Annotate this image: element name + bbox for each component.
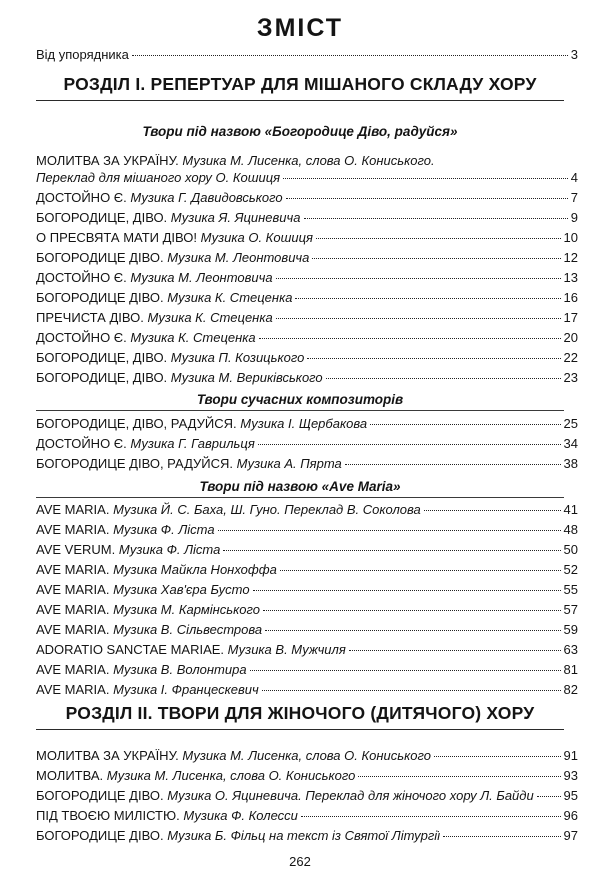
entry-credit: Музика Б. Фільц на текст із Святої Літургії <box>167 828 441 843</box>
toc-entry[interactable] <box>36 808 578 826</box>
entry-name: БОГОРОДИЦЕ ДІВО. <box>36 788 164 803</box>
toc-entry[interactable] <box>36 642 578 660</box>
dot-leader <box>259 338 561 339</box>
page-title: ЗМІСТ <box>256 14 344 42</box>
dot-leader <box>263 610 561 611</box>
entry-page: 17 <box>563 310 578 325</box>
entry-name: ПІД ТВОЄЮ МИЛІСТЮ. <box>36 808 180 823</box>
entry-credit: Музика В. Мужчиля <box>227 642 346 657</box>
entry-page: 13 <box>563 270 578 285</box>
entry-page: 9 <box>570 210 578 225</box>
entry-name: О ПРЕСВЯТА МАТИ ДІВО! <box>36 230 197 245</box>
dot-leader <box>358 776 560 777</box>
toc-entry[interactable] <box>36 350 578 368</box>
entry-name: МОЛИТВА ЗА УКРАЇНУ. <box>36 153 179 168</box>
entry-page: 96 <box>563 808 578 823</box>
entry-name: БОГОРОДИЦЕ ДІВО. <box>36 828 164 843</box>
dot-leader <box>316 238 561 239</box>
entry-name: БОГОРОДИЦЕ, ДІВО. <box>36 210 168 225</box>
dot-leader <box>253 590 561 591</box>
entry-name: ДОСТОЙНО Є. <box>36 330 127 345</box>
entry-name: БОГОРОДИЦЕ ДІВО, РАДУЙСЯ. <box>36 456 234 471</box>
group-2-rule <box>36 410 564 411</box>
entry-credit: Музика В. Сільвестрова <box>113 622 263 637</box>
toc-entry[interactable] <box>36 788 578 806</box>
entry-page: 7 <box>570 190 578 205</box>
toc-entry[interactable] <box>36 502 578 520</box>
entry-name: AVE MARIA. <box>36 662 110 677</box>
entry-credit: Переклад для мішаного хору О. Кошиця <box>36 170 281 185</box>
entry-page: 55 <box>563 582 578 597</box>
entry-page: 20 <box>563 330 578 345</box>
toc-entry[interactable] <box>36 828 578 846</box>
dot-leader <box>537 796 561 797</box>
entry-credit: Музика Й. С. Баха, Ш. Гуно. Переклад В. Соколова <box>113 502 421 517</box>
toc-entry[interactable] <box>36 542 578 560</box>
entry-credit: Музика М. Лисенка, слова О. Кониського. <box>182 153 435 168</box>
toc-entry[interactable] <box>36 250 578 268</box>
entry-credit: Музика Хав'єра Бусто <box>113 582 250 597</box>
toc-entry[interactable] <box>36 270 578 288</box>
toc-entry[interactable] <box>36 582 578 600</box>
entry-credit: Музика Ф. Колесси <box>183 808 298 823</box>
entry-page: 59 <box>563 622 578 637</box>
entry-page: 22 <box>563 350 578 365</box>
toc-entry[interactable] <box>36 682 578 700</box>
entry-credit: Музика Ф. Ліста <box>113 522 215 537</box>
toc-entry[interactable] <box>36 748 578 766</box>
dot-leader <box>258 444 561 445</box>
entry-page: 63 <box>563 642 578 657</box>
dot-leader <box>443 836 560 837</box>
entry-credit: Музика М. Вериківського <box>170 370 323 385</box>
entry-name: ПРЕЧИСТА ДІВО. <box>36 310 144 325</box>
entry-credit: Музика Я. Яциневича <box>170 210 301 225</box>
entry-name: МОЛИТВА ЗА УКРАЇНУ. <box>36 748 179 763</box>
entry-name: БОГОРОДИЦЕ ДІВО. <box>36 290 164 305</box>
entry-credit: Музика І. Францескевич <box>113 682 259 697</box>
entry-page: 38 <box>563 456 578 471</box>
entry-name: AVE MARIA. <box>36 582 110 597</box>
entry-credit: Музика М. Леонтовича <box>130 270 273 285</box>
dot-leader <box>223 550 560 551</box>
entry-page: 48 <box>563 522 578 537</box>
entry-name: МОЛИТВА. <box>36 768 104 783</box>
entry-name: ADORATIO SANCTAE MARIAE. <box>36 642 225 657</box>
dot-leader <box>295 298 560 299</box>
entry-name: БОГОРОДИЦЕ, ДІВО. <box>36 350 168 365</box>
dot-leader <box>326 378 561 379</box>
entry-name: AVE MARIA. <box>36 502 110 517</box>
toc-entry[interactable] <box>36 436 578 454</box>
entry-page: 81 <box>563 662 578 677</box>
toc-entry-multiline-line1[interactable] <box>36 153 435 168</box>
entry-page: 16 <box>563 290 578 305</box>
toc-entry[interactable] <box>36 330 578 348</box>
group-3-rule <box>36 497 564 498</box>
dot-leader <box>424 510 561 511</box>
group-3-title: Твори під назвою «Ave Maria» <box>199 479 401 494</box>
dot-leader <box>265 630 560 631</box>
section-2-rule <box>36 729 564 730</box>
dot-leader <box>307 358 560 359</box>
dot-leader <box>434 756 561 757</box>
group-2-title: Твори сучасних композиторів <box>196 392 404 407</box>
entry-name: ДОСТОЙНО Є. <box>36 270 127 285</box>
entry-name: AVE MARIA. <box>36 622 110 637</box>
page-number: 262 <box>289 854 311 869</box>
dot-leader <box>132 55 568 56</box>
section-1-title: РОЗДІЛ І. РЕПЕРТУАР ДЛЯ МІШАНОГО СКЛАДУ ХОРУ <box>63 74 537 94</box>
entry-page: 25 <box>563 416 578 431</box>
entry-name: ДОСТОЙНО Є. <box>36 436 127 451</box>
entry-credit: Музика Ф. Ліста <box>118 542 221 557</box>
toc-entry[interactable] <box>36 562 578 580</box>
dot-leader <box>262 690 561 691</box>
entry-name: БОГОРОДИЦЕ, ДІВО, РАДУЙСЯ. <box>36 416 237 431</box>
dot-leader <box>286 198 568 199</box>
section-2-title: РОЗДІЛ ІІ. ТВОРИ ДЛЯ ЖІНОЧОГО (ДИТЯЧОГО) ХОРУ <box>65 703 535 723</box>
dot-leader <box>304 218 568 219</box>
entry-credit: Музика А. Пярта <box>236 456 342 471</box>
entry-page: 93 <box>563 768 578 783</box>
entry-page: 91 <box>563 748 578 763</box>
entry-page: 82 <box>563 682 578 697</box>
dot-leader <box>250 670 561 671</box>
group-1-title: Твори під назвою «Богородице Діво, радуйся» <box>142 124 458 139</box>
dot-leader <box>276 278 561 279</box>
entry-name: БОГОРОДИЦЕ ДІВО. <box>36 250 164 265</box>
dot-leader <box>349 650 561 651</box>
entry-credit: Музика О. Яциневича. Переклад для жіночого хору Л. Байди <box>167 788 534 803</box>
toc-entry[interactable] <box>36 370 578 388</box>
entry-page: 3 <box>570 47 578 62</box>
toc-entry[interactable] <box>36 622 578 640</box>
toc-entry[interactable] <box>36 230 578 248</box>
entry-name: AVE MARIA. <box>36 522 110 537</box>
toc-entry-intro[interactable] <box>36 47 578 65</box>
entry-page: 97 <box>563 828 578 843</box>
entry-name: БОГОРОДИЦЕ, ДІВО. <box>36 370 168 385</box>
entry-credit: Музика М. Лисенка, слова О. Кониського <box>182 748 431 763</box>
entry-name: AVE VERUM. <box>36 542 116 557</box>
entry-name: AVE MARIA. <box>36 602 110 617</box>
toc-entry[interactable] <box>36 170 578 188</box>
entry-page: 95 <box>563 788 578 803</box>
entry-credit: Музика І. Щербакова <box>240 416 368 431</box>
dot-leader <box>218 530 561 531</box>
entry-credit: Музика П. Козицького <box>170 350 305 365</box>
entry-credit: Музика К. Стеценка <box>167 290 293 305</box>
entry-credit: Музика В. Волонтира <box>113 662 247 677</box>
entry-name: ДОСТОЙНО Є. <box>36 190 127 205</box>
dot-leader <box>283 178 568 179</box>
toc-entry[interactable] <box>36 456 578 474</box>
entry-title: Від упорядника <box>36 47 129 62</box>
entry-credit: Музика Г. Гаврильця <box>130 436 255 451</box>
toc-entry[interactable] <box>36 602 578 620</box>
entry-page: 52 <box>563 562 578 577</box>
entry-page: 57 <box>563 602 578 617</box>
entry-credit: Музика М. Кармінського <box>113 602 260 617</box>
toc-entry[interactable] <box>36 290 578 308</box>
toc-entry[interactable] <box>36 416 578 434</box>
toc-entry[interactable] <box>36 210 578 228</box>
dot-leader <box>370 424 560 425</box>
entry-page: 34 <box>563 436 578 451</box>
entry-credit: Музика К. Стеценка <box>130 330 256 345</box>
entry-page: 41 <box>563 502 578 517</box>
entry-credit: Музика О. Кошиця <box>200 230 313 245</box>
entry-page: 23 <box>563 370 578 385</box>
section-1-rule <box>36 100 564 101</box>
entry-credit: Музика М. Лисенка, слова О. Кониського <box>106 768 356 783</box>
dot-leader <box>280 570 561 571</box>
toc-entry[interactable] <box>36 662 578 680</box>
entry-credit: Музика М. Леонтовича <box>167 250 310 265</box>
dot-leader <box>301 816 561 817</box>
entry-credit: Музика К. Стеценка <box>147 310 273 325</box>
entry-page: 4 <box>570 170 578 185</box>
dot-leader <box>276 318 561 319</box>
entry-credit: Музика Майкла Нонхоффа <box>113 562 277 577</box>
entry-page: 50 <box>563 542 578 557</box>
entry-page: 10 <box>563 230 578 245</box>
toc-entry[interactable] <box>36 522 578 540</box>
entry-credit: Музика Г. Давидовського <box>130 190 283 205</box>
entry-page: 12 <box>563 250 578 265</box>
toc-entry[interactable] <box>36 310 578 328</box>
toc-entry[interactable] <box>36 190 578 208</box>
entry-name: AVE MARIA. <box>36 562 110 577</box>
dot-leader <box>312 258 560 259</box>
dot-leader <box>345 464 561 465</box>
entry-name: AVE MARIA. <box>36 682 110 697</box>
toc-entry[interactable] <box>36 768 578 786</box>
